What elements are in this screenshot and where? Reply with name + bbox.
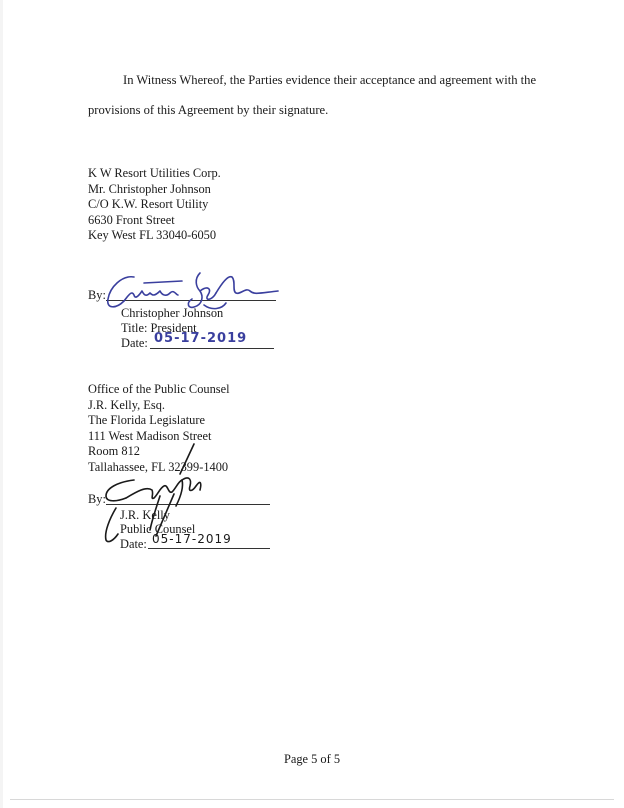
party2-date-label: Date:	[120, 537, 147, 551]
party1-signer-name: Christopher Johnson	[121, 306, 224, 320]
party2-by-label: By:	[88, 492, 106, 506]
party1-date-label: Date:	[121, 336, 148, 350]
scan-edge	[0, 0, 3, 808]
witness-clause-line-2: provisions of this Agreement by their signature.	[88, 103, 329, 117]
party1-address-line: C/O K.W. Resort Utility	[88, 197, 209, 212]
party2-address-line: Tallahassee, FL 32399-1400	[88, 459, 229, 474]
party1-address-block	[88, 166, 221, 244]
page-number: Page 5 of 5	[283, 752, 341, 766]
party1-address-line: K W Resort Utilities Corp.	[88, 166, 221, 180]
party2-address-line: Room 812	[88, 444, 140, 459]
party1-handwritten-date: 05-17-2019	[154, 331, 248, 346]
party2-date-line	[148, 548, 270, 549]
party2-address-line: Office of the Public Counsel	[88, 382, 230, 396]
party2-handwritten-date: 05-17-2019	[152, 532, 232, 546]
witness-clause-line-1: In Witness Whereof, the Parties evidence their acceptance and agreement with the	[123, 73, 537, 87]
party1-signer-title: Title: President	[121, 321, 197, 335]
party2-address-line: J.R. Kelly, Esq.	[88, 397, 165, 412]
party1-date-line	[150, 348, 274, 349]
party2-signer-name: J.R. Kelly	[120, 508, 170, 522]
party1-address-line: Mr. Christopher Johnson	[88, 181, 211, 196]
bottom-scan-line	[10, 799, 614, 800]
party2-address-line: 111 West Madison Street	[88, 428, 212, 443]
party2-signer-title: Public Counsel	[120, 522, 196, 536]
party1-address-line: 6630 Front Street	[88, 212, 175, 227]
party1-by-label: By:	[88, 288, 106, 302]
party1-address-line: Key West FL 33040-6050	[88, 228, 217, 243]
party2-address-line: The Florida Legislature	[88, 413, 205, 428]
